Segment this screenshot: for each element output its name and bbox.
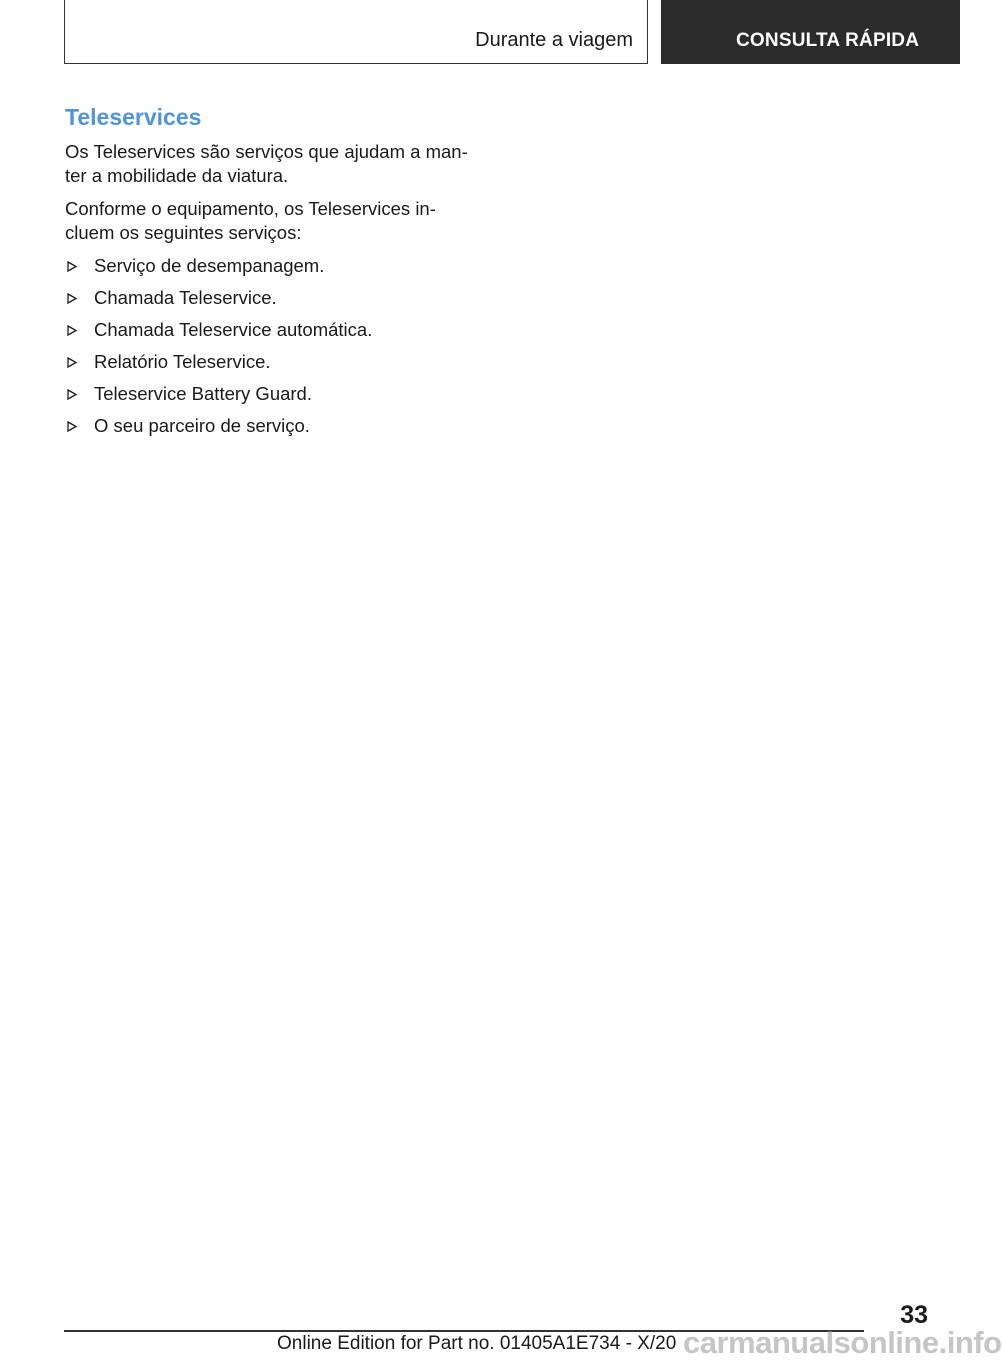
triangle-right-outline-icon bbox=[67, 293, 77, 304]
paragraph-intro: Os Teleservices são serviços que ajudam a man- ter a mobilidade da viatura. bbox=[65, 141, 468, 186]
page-number: 33 bbox=[900, 1301, 928, 1329]
list-item-text: Chamada Teleservice. bbox=[94, 287, 277, 308]
triangle-right-outline-icon bbox=[67, 389, 77, 400]
section-title: Teleservices bbox=[65, 104, 202, 130]
header-box bbox=[64, 0, 648, 64]
quick-reference-tab-label: CONSULTA RÁPIDA bbox=[736, 30, 920, 51]
triangle-right-outline-icon bbox=[67, 357, 77, 368]
list-item-text: Relatório Teleservice. bbox=[94, 351, 271, 372]
triangle-right-outline-icon bbox=[67, 325, 77, 336]
list-item bbox=[65, 382, 485, 406]
list-item bbox=[65, 350, 485, 374]
list-item bbox=[65, 318, 485, 342]
paragraph-equipment: Conforme o equipamento, os Teleservices in- cluem os seguintes serviços: bbox=[65, 198, 436, 243]
list-item-text: Teleservice Battery Guard. bbox=[94, 383, 312, 404]
list-item bbox=[65, 286, 485, 310]
footer-edition-text: Online Edition for Part no. 01405A1E734 - X/20 bbox=[277, 1333, 677, 1354]
list-item-text: Chamada Teleservice automática. bbox=[94, 319, 373, 340]
triangle-right-outline-icon bbox=[67, 261, 77, 272]
list-item bbox=[65, 254, 485, 278]
quick-reference-tab[interactable] bbox=[661, 0, 960, 64]
list-item-text: Serviço de desempanagem. bbox=[94, 255, 325, 276]
watermark: carmanualsonline.info bbox=[683, 1325, 1002, 1360]
services-list bbox=[65, 254, 485, 438]
list-item-text: O seu parceiro de serviço. bbox=[94, 415, 310, 436]
triangle-right-outline-icon bbox=[67, 421, 77, 432]
header-section-label: Durante a viagem bbox=[475, 29, 633, 51]
list-item bbox=[65, 414, 485, 438]
content-column bbox=[65, 103, 485, 446]
